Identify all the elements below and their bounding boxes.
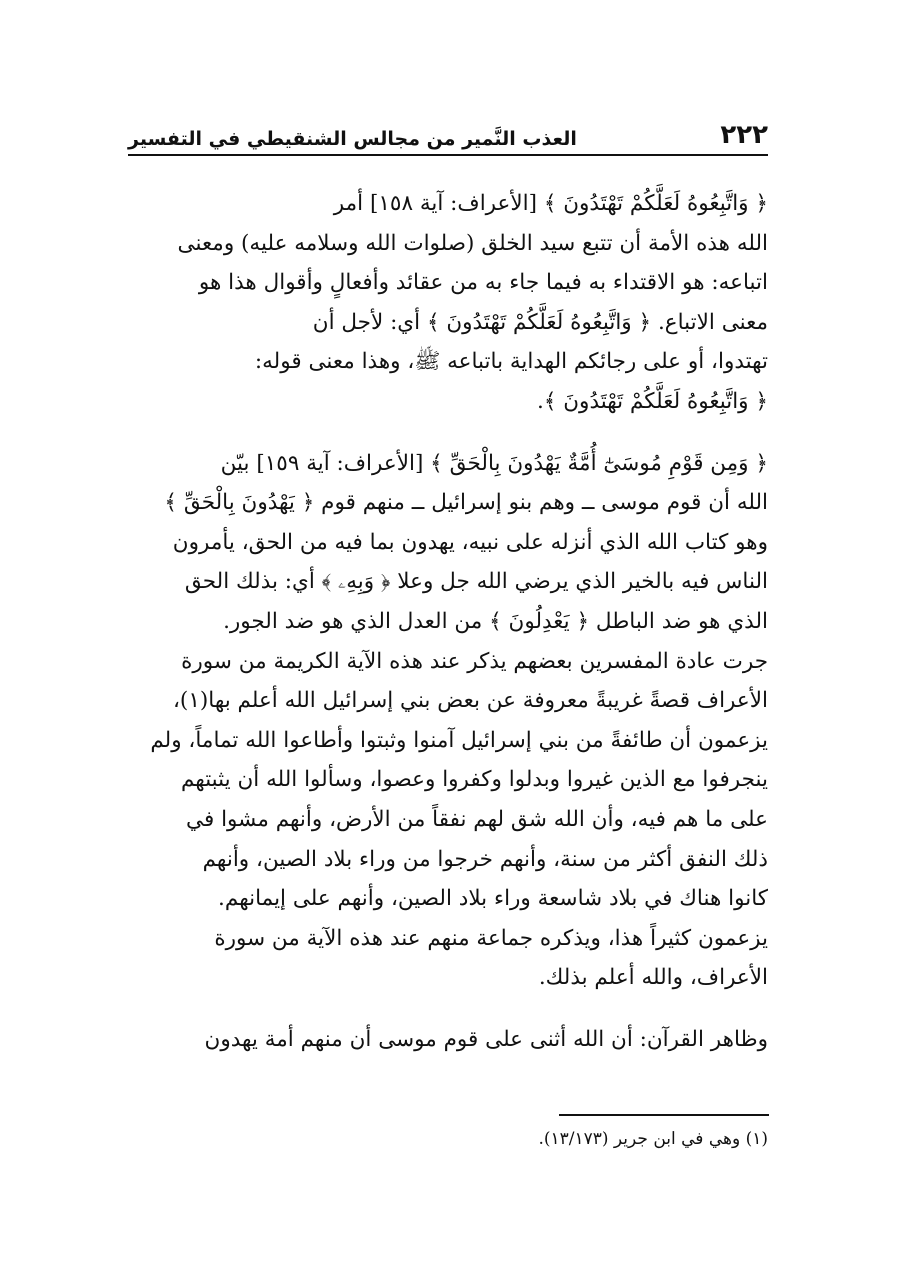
text-line: يزعمون أن طائفةً من بني إسرائيل آمنوا وثبتوا وأطاعوا الله تماماً، ولم [150,727,768,753]
text-line: كانوا هناك في بلاد شاسعة وراء بلاد الصين، وأنهم على إيمانهم. [218,886,768,912]
text-line: الله هذه الأمة أن تتبع سيد الخلق (صلوات الله وسلامه عليه) ومعنى [177,230,768,256]
text-line: ذلك النفق أكثر من سنة، وأنهم خرجوا من وراء بلاد الصين، وأنهم [202,846,768,872]
text-line: الناس فيه بالخير الذي يرضي الله جل وعلا ﴿ وَبِهِۦ ﴾ أي: بذلك الحق [184,569,768,595]
footnote-divider [559,1114,769,1116]
text-line: ﴿ وَاتَّبِعُوهُ لَعَلَّكُمْ تَهْتَدُونَ ﴾ [الأعراف: آية ١٥٨] أمر [333,191,768,216]
text-line: ﴿ وَمِن قَوْمِ مُوسَىٰٓ أُمَّةٌ يَهْدُونَ بِالْحَقِّ ﴾ [الأعراف: آية ١٥٩] بيّن [220,450,768,476]
text-line: الذي هو ضد الباطل ﴿ يَعْدِلُونَ ﴾ من العدل الذي هو ضد الجور. [223,608,768,634]
book-page [128,110,768,1059]
text-line: اتباعه: هو الاقتداء به فيما جاء به من عقائد وأفعالٍ وأقوال هذا هو [198,270,768,296]
text-line: يزعمون كثيراً هذا، ويذكره جماعة منهم عند هذه الآية من سورة [214,925,768,951]
paragraph-3 [128,1020,768,1060]
page-header [128,110,768,156]
text-line: جرت عادة المفسرين بعضهم يذكر عند هذه الآية الكريمة من سورة [181,648,768,674]
footnotes [128,1124,768,1154]
paragraph-1 [128,184,768,422]
body-text [128,184,768,1059]
text-line: الأعراف قصةً غريبةً معروفة عن بعض بني إسرائيل الله أعلم بها(١)، [172,688,768,714]
text-line: الله أن قوم موسى ــ وهم بنو إسرائيل ــ منهم قوم ﴿ يَهْدُونَ بِالْحَقِّ ﴾ [164,490,768,516]
running-title: العذب النَّمير من مجالس الشنقيطي في التفسير [128,128,577,150]
page-number: ٢٢٢ [720,120,768,150]
text-line: ﴿ وَاتَّبِعُوهُ لَعَلَّكُمْ تَهْتَدُونَ ﴾. [537,388,768,414]
text-line: الأعراف، والله أعلم بذلك. [538,965,768,991]
text-line: على ما هم فيه، وأن الله شق لهم نفقاً من الأرض، وأنهم مشوا في [186,806,768,832]
text-line: معنى الاتباع. ﴿ وَاتَّبِعُوهُ لَعَلَّكُمْ تَهْتَدُونَ ﴾ أي: لأجل أن [312,309,768,335]
text-line: تهتدوا، أو على رجائكم الهداية باتباعه ﷺ، وهذا معنى قوله: [254,349,768,375]
text-line: ينجرفوا مع الذين غيروا وبدلوا وكفروا وعصوا، وسألوا الله أن يثبتهم [180,767,768,793]
paragraph-2 [128,444,768,998]
footnote-1: (١) وهي في ابن جرير (١٣/١٧٣). [538,1129,768,1149]
text-line: وظاهر القرآن: أن الله أثنى على قوم موسى أن منهم أمة يهدون [204,1026,768,1052]
text-line: وهو كتاب الله الذي أنزله على نبيه، يهدون بما فيه من الحق، يأمرون [172,529,768,555]
